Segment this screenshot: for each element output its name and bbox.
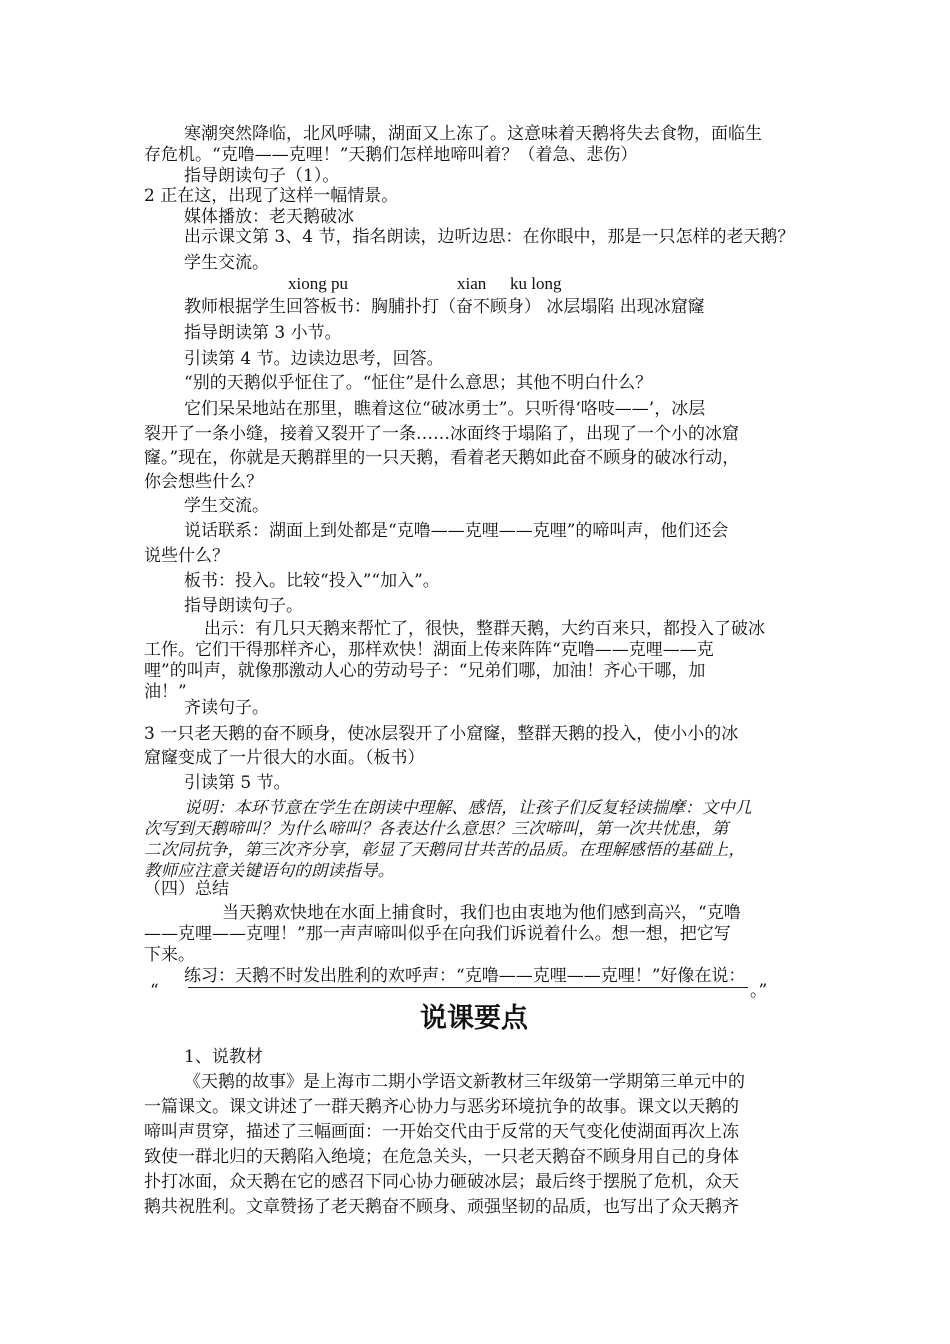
- paragraph-line: 出示课文第 3、4 节，指名朗读，边听边思：在你眼中，那是一只怎样的老天鹅？: [184, 227, 795, 247]
- section-heading: （四）总结: [144, 879, 229, 899]
- note-line: 教师应注意关键语句的朗读指导。: [144, 861, 395, 880]
- paragraph-line: 哩”的叫声，就像那激动人心的劳动号子：“兄弟们哪，加油！齐心干哪，加: [144, 661, 706, 681]
- paragraph-line: 指导朗读第 3 小节。: [184, 323, 342, 343]
- paragraph-line: 存危机。“克噜——克哩！”天鹅们怎样地啼叫着？（着急、悲伤）: [144, 145, 638, 165]
- paragraph-line: 窟窿变成了一片很大的水面。（板书）: [144, 748, 425, 768]
- paragraph-line: 鹅共祝胜利。文章赞扬了老天鹅奋不顾身、顽强坚韧的品质，也写出了众天鹅齐: [144, 1197, 739, 1217]
- note-line: 二次同抗争，第三次齐分享，彰显了天鹅同甘共苦的品质。在理解感悟的基础上，: [144, 840, 746, 859]
- paragraph-line: 《天鹅的故事》是上海市二期小学语文新教材三年级第一学期第三单元中的: [184, 1072, 745, 1092]
- paragraph-line: 出示：有几只天鹅来帮忙了，很快，整群天鹅，大约百来只，都投入了破冰: [204, 619, 765, 639]
- paragraph-line: 学生交流。: [184, 496, 269, 516]
- note-line: 说明：本环节意在学生在朗读中理解、感悟，让孩子们反复轻读揣摩：文中几: [184, 798, 752, 817]
- section-title: 说课要点: [420, 1003, 528, 1034]
- paragraph-line: 学生交流。: [184, 253, 269, 273]
- paragraph-line: 练习：天鹅不时发出胜利的欢呼声：“克噜——克哩——克哩！”好像在说：: [184, 966, 746, 986]
- open-quote: “: [150, 981, 159, 1001]
- paragraph-line: 致使一群北归的天鹅陷入绝境；在危急关头，一只老天鹅奋不顾身用自己的身体: [144, 1147, 739, 1167]
- paragraph-line: 扑打冰面，众天鹅在它的感召下同心协力砸破冰层；最后终于摆脱了危机，众天: [144, 1172, 739, 1192]
- paragraph-line: 媒体播放：老天鹅破冰: [184, 207, 354, 227]
- paragraph-line: 说话联系：湖面上到处都是“克噜——克哩——克哩”的啼叫声，他们还会: [184, 521, 729, 541]
- paragraph-line: 窿。”现在，你就是天鹅群里的一只天鹅，看着老天鹅如此奋不顾身的破冰行动，: [144, 448, 740, 468]
- pinyin-annotation: ku long: [510, 274, 562, 293]
- paragraph-line: “别的天鹅似乎怔住了。“怔住”是什么意思；其他不明白什么？: [184, 373, 653, 393]
- pinyin-annotation: xian: [457, 274, 487, 293]
- paragraph-line: 引读第 4 节。边读边思考，回答。: [184, 349, 444, 369]
- paragraph-line: 教师根据学生回答板书：胸脯扑打（奋不顾身） 冰层塌陷 出现冰窟窿: [184, 297, 705, 317]
- paragraph-line: 指导朗读句子。: [184, 596, 303, 616]
- pinyin-annotation: xiong pu: [288, 274, 348, 293]
- close-quote: 。”: [750, 981, 768, 1001]
- paragraph-line: 工作。它们干得那样齐心，那样欢快！湖面上传来阵阵“克噜——克哩——克: [144, 640, 714, 660]
- section-item-2: 2 正在这，出现了这样一幅情景。: [144, 186, 399, 206]
- fill-in-blank-line: [188, 987, 748, 988]
- paragraph-line: 一篇课文。课文讲述了一群天鹅齐心协力与恶劣环境抗争的故事。课文以天鹅的: [144, 1097, 739, 1117]
- section-item-3: 3 一只老天鹅的奋不顾身，使冰层裂开了小窟窿，整群天鹅的投入，使小小的冰: [144, 724, 739, 744]
- paragraph-line: 啼叫声贯穿，描述了三幅画面：一开始交代由于反常的天气变化使湖面再次上冻: [144, 1122, 739, 1142]
- paragraph-line: 齐读句子。: [184, 698, 269, 718]
- paragraph-line: 你会想些什么？: [144, 472, 263, 492]
- paragraph-line: 说些什么？: [144, 546, 229, 566]
- subsection-heading: 1、说教材: [184, 1047, 263, 1067]
- paragraph-line: 板书：投入。比较“投入”“加入”。: [184, 571, 440, 591]
- paragraph-line: 指导朗读句子（1）。: [184, 166, 340, 186]
- note-line: 次写到天鹅啼叫？为什么啼叫？各表达什么意思？三次啼叫，第一次共忧患，第: [144, 819, 729, 838]
- paragraph-line: 当天鹅欢快地在水面上捕食时，我们也由衷地为他们感到高兴，“克噜: [222, 903, 741, 923]
- paragraph-line: 引读第 5 节。: [184, 773, 291, 793]
- paragraph-line: 下来。: [144, 945, 195, 965]
- paragraph-line: 寒潮突然降临，北风呼啸，湖面又上冻了。这意味着天鹅将失去食物，面临生: [184, 124, 762, 144]
- paragraph-line: 它们呆呆地站在那里，瞧着这位“破冰勇士”。只听得‘咯吱——’，冰层: [184, 399, 706, 419]
- paragraph-line: 油！”: [144, 682, 187, 702]
- paragraph-line: ——克哩——克哩！”那一声声啼叫似乎在向我们诉说着什么。想一想，把它写: [144, 924, 731, 944]
- paragraph-line: 裂开了一条小缝，接着又裂开了一条……冰面终于塌陷了，出现了一个小的冰窟: [144, 424, 739, 444]
